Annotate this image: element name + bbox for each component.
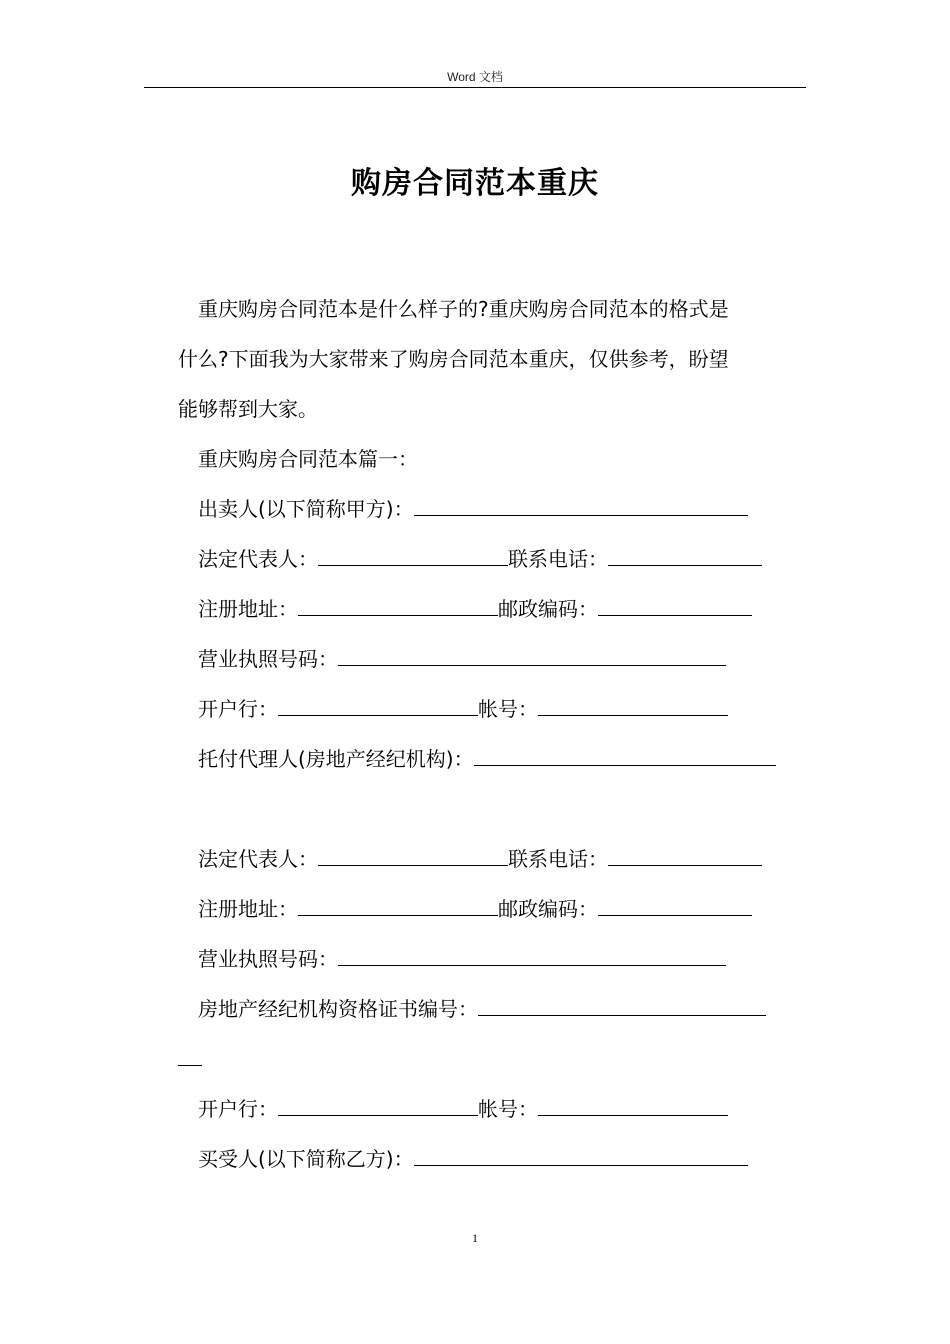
license-row-1 [198, 645, 726, 673]
cert-field[interactable] [478, 995, 766, 1016]
legal-rep-field[interactable] [318, 545, 508, 566]
legal-rep-label: 法定代表人： [198, 847, 318, 871]
cert-row [198, 995, 766, 1023]
account-field[interactable] [538, 1095, 728, 1116]
legal-rep-row-1 [198, 545, 762, 573]
buyer-label: 买受人(以下简称乙方)： [198, 1147, 414, 1171]
legal-rep-row-2 [198, 845, 762, 873]
account-label: 帐号： [478, 697, 538, 721]
legal-rep-label: 法定代表人： [198, 547, 318, 571]
bank-row-1 [198, 695, 728, 723]
buyer-row [198, 1145, 748, 1173]
header-rule [144, 87, 806, 88]
bank-field[interactable] [278, 1095, 478, 1116]
address-row-2 [198, 895, 752, 923]
address-label: 注册地址： [198, 597, 298, 621]
intro-line-1: 重庆购房合同范本是什么样子的?重庆购房合同范本的格式是 [198, 297, 729, 321]
license-label: 营业执照号码： [198, 647, 338, 671]
phone-field[interactable] [608, 845, 762, 866]
license-field[interactable] [338, 645, 726, 666]
address-field[interactable] [298, 895, 498, 916]
bank-label: 开户行： [198, 1097, 278, 1121]
page-header: Word 文档 [447, 70, 503, 84]
seller-row [198, 495, 748, 523]
license-field[interactable] [338, 945, 726, 966]
page-number: 1 [472, 1231, 478, 1245]
bank-field[interactable] [278, 695, 478, 716]
license-label: 营业执照号码： [198, 947, 338, 971]
phone-label: 联系电话： [508, 847, 608, 871]
bank-label: 开户行： [198, 697, 278, 721]
address-row-1 [198, 595, 752, 623]
agent-field[interactable] [474, 745, 776, 766]
agent-label: 托付代理人(房地产经纪机构)： [198, 747, 474, 771]
seller-label: 出卖人(以下简称甲方)： [198, 497, 414, 521]
postcode-field[interactable] [598, 595, 752, 616]
address-label: 注册地址： [198, 897, 298, 921]
license-row-2 [198, 945, 726, 973]
address-field[interactable] [298, 595, 498, 616]
intro-line-2: 什么?下面我为大家带来了购房合同范本重庆，仅供参考，盼望 [178, 347, 729, 371]
legal-rep-field[interactable] [318, 845, 508, 866]
account-label: 帐号： [478, 1097, 538, 1121]
seller-field[interactable] [414, 495, 748, 516]
intro-line-3: 能够帮到大家。 [178, 397, 318, 421]
section-heading: 重庆购房合同范本篇一： [198, 447, 418, 471]
cert-row-continuation [178, 1045, 202, 1073]
postcode-label: 邮政编码： [498, 597, 598, 621]
phone-label: 联系电话： [508, 547, 608, 571]
document-title: 购房合同范本重庆 [351, 166, 599, 201]
cert-field-continuation[interactable] [178, 1045, 202, 1066]
phone-field[interactable] [608, 545, 762, 566]
buyer-field[interactable] [414, 1145, 748, 1166]
account-field[interactable] [538, 695, 728, 716]
cert-label: 房地产经纪机构资格证书编号： [198, 997, 478, 1021]
bank-row-2 [198, 1095, 728, 1123]
postcode-label: 邮政编码： [498, 897, 598, 921]
postcode-field[interactable] [598, 895, 752, 916]
agent-row [198, 745, 776, 773]
